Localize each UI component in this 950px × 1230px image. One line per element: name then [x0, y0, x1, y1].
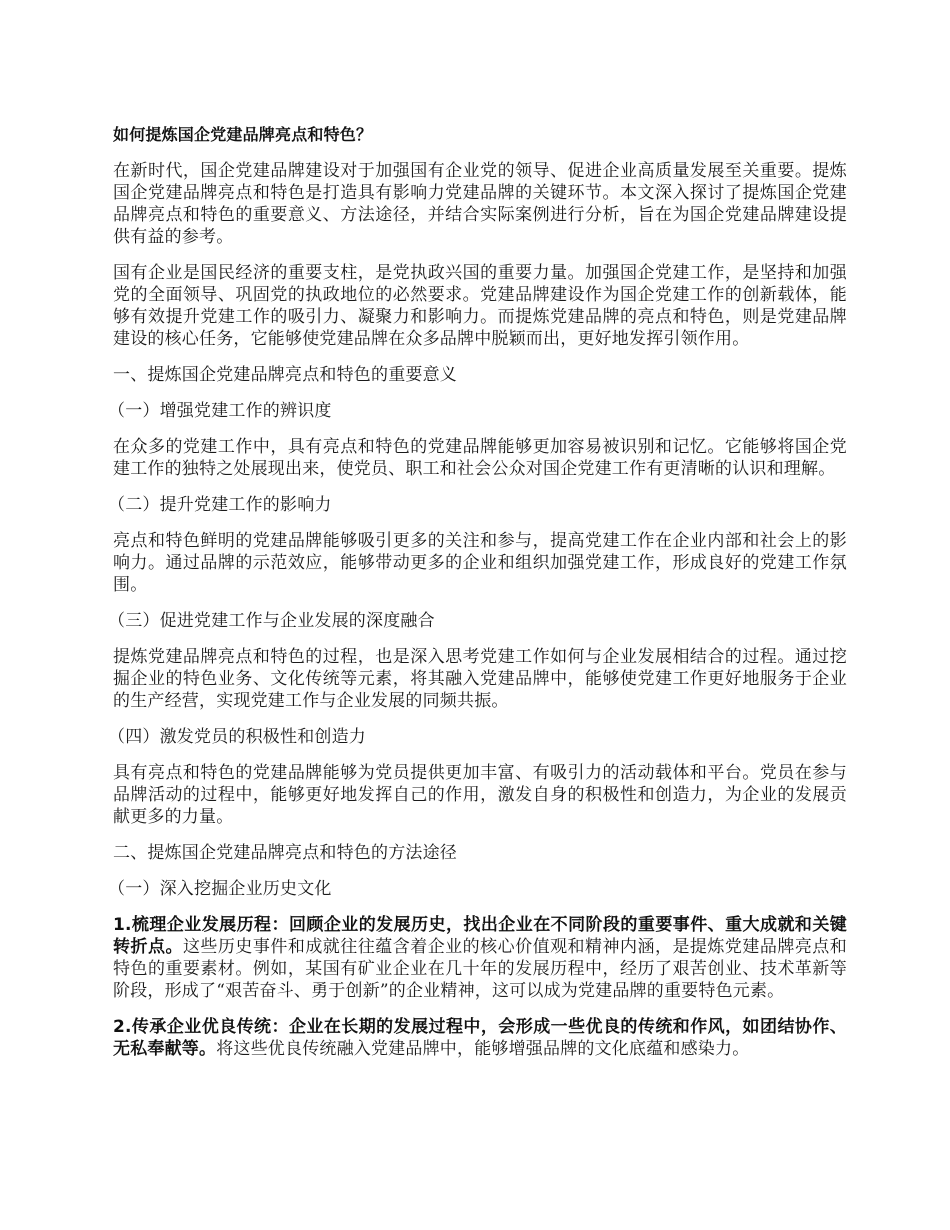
section-1-2-heading: （二）提升党建工作的影响力 — [108, 495, 332, 515]
item-1-lead: 1.梳理企业发展历程：回顾企业的发展历史，找出企业在不同阶段的重要事件、重大成就和关键转折点。 — [113, 915, 847, 957]
section-2-1-item-1 — [113, 914, 847, 1002]
section-1-heading: 一、提炼国企党建品牌亮点和特色的重要意义 — [113, 365, 457, 385]
section-1-3-heading: （三）促进党建工作与企业发展的深度融合 — [108, 611, 435, 631]
section-2-1-heading: （一）深入挖掘企业历史文化 — [108, 879, 332, 899]
section-1-4-heading: （四）激发党员的积极性和创造力 — [108, 727, 366, 747]
item-1-body: 这些历史事件和成就往往蕴含着企业的核心价值观和精神内涵，是提炼党建品牌亮点和特色的重要素材。例如，某国有矿业企业在几十年的发展历程中，经历了艰苦创业、技术革新等阶段，形成了“艰苦奋斗、勇于创新”的企业精神，这可以成为党建品牌的重要特色元素。 — [113, 937, 847, 1001]
section-1-4-body: 具有亮点和特色的党建品牌能够为党员提供更加丰富、有吸引力的活动载体和平台。党员在参与品牌活动的过程中，能够更好地发挥自己的作用，激发自身的积极性和创造力，为企业的发展贡献更多的力量。 — [113, 763, 847, 827]
document-title: 如何提炼国企党建品牌亮点和特色？ — [113, 125, 373, 144]
section-1-1-body: 在众多的党建工作中，具有亮点和特色的党建品牌能够更加容易被识别和记忆。它能够将国企党建工作的独特之处展现出来，使党员、职工和社会公众对国企党建工作有更清晰的认识和理解。 — [113, 437, 847, 479]
section-2-heading: 二、提炼国企党建品牌亮点和特色的方法途径 — [113, 843, 457, 863]
intro-paragraph-1: 在新时代，国企党建品牌建设对于加强国有企业党的领导、促进企业高质量发展至关重要。提炼国企党建品牌亮点和特色是打造具有影响力党建品牌的关键环节。本文深入探讨了提炼国企党建品牌亮点和特色的重要意义、方法途径，并结合实际案例进行分析，旨在为国企党建品牌建设提供有益的参考。 — [113, 161, 847, 247]
section-1-2-body: 亮点和特色鲜明的党建品牌能够吸引更多的关注和参与，提高党建工作在企业内部和社会上的影响力。通过品牌的示范效应，能够带动更多的企业和组织加强党建工作，形成良好的党建工作氛围。 — [113, 531, 847, 595]
section-1-3-body: 提炼党建品牌亮点和特色的过程，也是深入思考党建工作如何与企业发展相结合的过程。通过挖掘企业的特色业务、文化传统等元素，将其融入党建品牌中，能够使党建工作更好地服务于企业的生产经营，实现党建工作与企业发展的同频共振。 — [113, 647, 847, 711]
document-page — [108, 124, 847, 1074]
intro-paragraph-2: 国有企业是国民经济的重要支柱，是党执政兴国的重要力量。加强国企党建工作，是坚持和加强党的全面领导、巩固党的执政地位的必然要求。党建品牌建设作为国企党建工作的创新载体，能够有效提升党建工作的吸引力、凝聚力和影响力。而提炼党建品牌的亮点和特色，则是党建品牌建设的核心任务，它能够使党建品牌在众多品牌中脱颖而出，更好地发挥引领作用。 — [113, 263, 847, 349]
section-2-1-item-2 — [113, 1016, 847, 1060]
item-2-body: 将这些优良传统融入党建品牌中，能够增强品牌的文化底蕴和感染力。 — [216, 1039, 750, 1059]
section-1-1-heading: （一）增强党建工作的辨识度 — [108, 401, 332, 421]
item-2-lead: 2.传承企业优良传统：企业在长期的发展过程中，会形成一些优良的传统和作风，如团结协作、无私奉献等。 — [113, 1017, 847, 1059]
